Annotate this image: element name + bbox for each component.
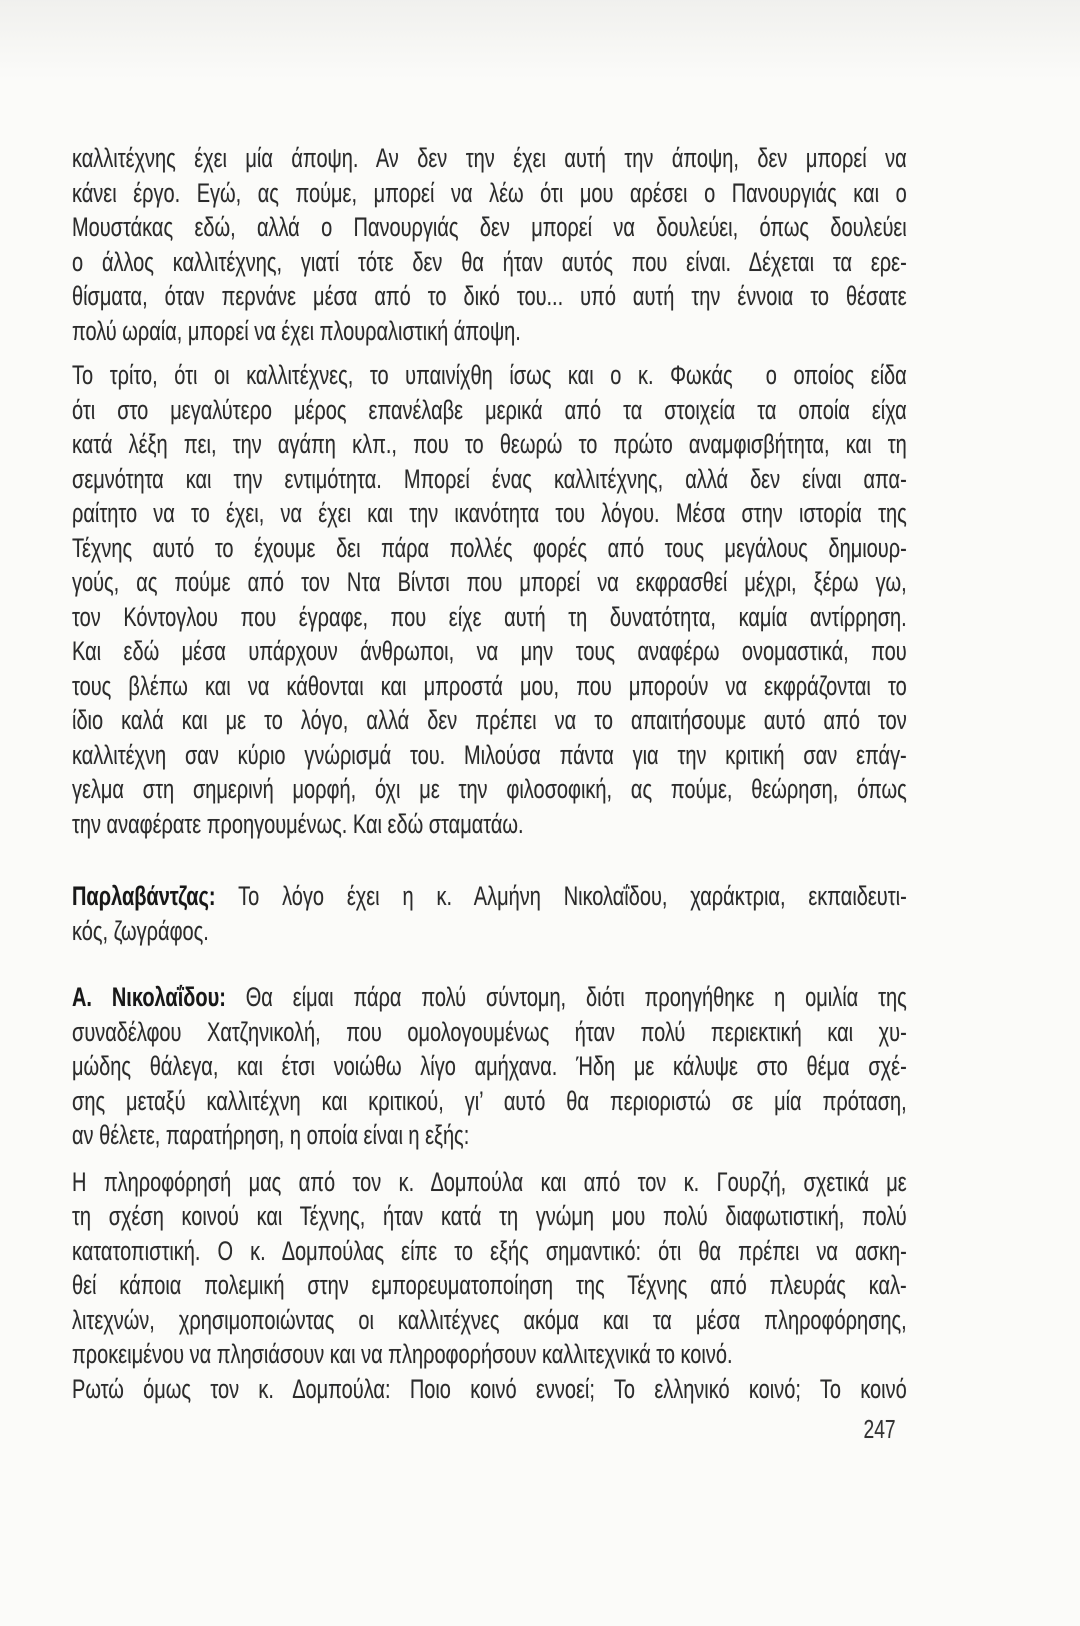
- text-line: ότι στο μεγαλύτερο μέρος επανέλαβε μερικά από τα στοιχεία τα οποία είχα: [72, 394, 907, 425]
- text-line: καλλιτέχνης έχει μία άποψη. Αν δεν την έχει αυτή την άποψη, δεν μπορεί να: [72, 143, 907, 173]
- paragraph-3-speaker-parlavantzas: [72, 879, 907, 948]
- text-line: μώδης θάλεγα, και έτσι νοιώθω λίγο αμήχανα. Ήδη με κάλυψε στο θέμα σχέ-: [72, 1051, 907, 1081]
- text-line: Το τρίτο, ότι οι καλλιτέχνες, το υπαινίχθη ίσως και ο κ. Φωκάς ο οποίος είδα: [72, 360, 907, 390]
- text-line: λιτεχνών, χρησιμοποιώντας οι καλλιτέχνες ακόμα και τα μέσα πληροφόρησης,: [72, 1304, 907, 1335]
- text-line: Και εδώ μέσα υπάρχουν άνθρωποι, να μην τους αναφέρω ονομαστικά, που: [72, 636, 907, 666]
- text-line: σεμνότητα και την εντιμότητα. Μπορεί ένας καλλιτέχνης, αλλά δεν είναι απα-: [72, 463, 907, 494]
- text-line: κάνει έργο. Εγώ, ας πούμε, μπορεί να λέω ότι μου αρέσει ο Πανουργιάς και ο: [72, 177, 907, 208]
- text-line: Μουστάκας εδώ, αλλά ο Πανουργιάς δεν μπορεί να δουλεύει, όπως δουλεύει: [72, 212, 907, 242]
- text-line: γελμα στη σημερινή μορφή, όχι με την φιλοσοφική, ας πούμε, θεώρηση, όπως: [72, 774, 907, 804]
- text-line: γούς, ας πούμε από τον Ντα Βίντσι που μπορεί να εκφρασθεί μέχρι, ξέρω γω,: [72, 567, 907, 597]
- text-line: συναδέλφου Χατζηνικολή, που ομολογουμένως ήταν πολύ περιεκτική και χυ-: [72, 1016, 907, 1047]
- speaker-name: Παρλαβάντζας:: [72, 881, 216, 911]
- text-line: κός, ζωγράφος.: [72, 915, 209, 946]
- text-line: τους βλέπω και να κάθονται και μπροστά μου, που μπορούν να εκφράζονται το: [72, 670, 907, 701]
- text-line: θεί κάποια πολεμική στην εμπορευματοποίηση της Τέχνης από πλευράς καλ-: [72, 1270, 907, 1300]
- text-line: σης μεταξύ καλλιτέχνη και κριτικού, γι’ αυτό θα περιοριστώ σε μία πρόταση,: [72, 1085, 907, 1116]
- text-line: Η πληροφόρησή μας από τον κ. Δομπούλα και από τον κ. Γουρζή, σχετικά με: [72, 1166, 907, 1197]
- text-line: Ρωτώ όμως τον κ. Δομπούλα: Ποιο κοινό εννοεί; Το ελληνικό κοινό; Το κοινό: [72, 1373, 907, 1404]
- text-line: ραίτητο να το έχει, να έχει και την ικανότητα του λόγου. Μέσα στην ιστορία της: [72, 498, 907, 528]
- text-line: καλλιτέχνη σαν κύριο γνώρισμά του. Μιλούσα πάντα για την κριτική σαν επάγ-: [72, 739, 907, 770]
- text-line: ίδιο καλά και με το λόγο, αλλά δεν πρέπει να το απαιτήσουμε αυτό από τον: [72, 705, 907, 735]
- page-number: 247: [863, 1414, 896, 1444]
- text-line: τη σχέση κοινού και Τέχνης, ήταν κατά τη γνώμη μου πολύ διαφωτιστική, πολύ: [72, 1201, 907, 1231]
- text-column: [72, 141, 907, 1447]
- text-line: Παρλαβάντζας: Το λόγο έχει η κ. Αλμήνη Νικολαΐδου, χαράκτρια, εκπαιδευτι-: [72, 881, 907, 911]
- text-line: Τέχνης αυτό το έχουμε δει πάρα πολλές φορές από τους μεγάλους δημιουρ-: [72, 532, 907, 563]
- paragraph-1: [72, 141, 907, 348]
- text-line: κατά λέξη πει, την αγάπη κλπ., που το θεωρώ το πρώτο αναμφισβήτητα, και τη: [72, 429, 907, 459]
- text-line: αν θέλετε, παρατήρηση, η οποία είναι η εξής:: [72, 1120, 470, 1150]
- text-line: την αναφέρατε προηγουμένως. Και εδώ σταματάω.: [72, 808, 524, 839]
- paragraph-2: [72, 358, 907, 841]
- speaker-name: Α. Νικολαΐδου:: [72, 982, 226, 1012]
- text-line: κατατοπιστική. Ο κ. Δομπούλας είπε το εξής σημαντικό: ότι θα πρέπει να ασκη-: [72, 1235, 907, 1266]
- text-line: Α. Νικολαΐδου: Θα είμαι πάρα πολύ σύντομη, διότι προηγήθηκε η ομιλία της: [72, 982, 907, 1012]
- text-line: πολύ ωραία, μπορεί να έχει πλουραλιστική άποψη.: [72, 315, 521, 346]
- text-line: ο άλλος καλλιτέχνης, γιατί τότε δεν θα ήταν αυτός που είναι. Δέχεται τα ερε-: [72, 246, 907, 277]
- text-line: θίσματα, όταν περνάνε μέσα από το δικό του... υπό αυτή την έννοια το θέσατε: [72, 281, 907, 311]
- text-line: τον Κόντογλου που έγραφε, που είχε αυτή τη δυνατότητα, καμία αντίρρηση.: [72, 601, 907, 632]
- text-line: προκειμένου να πλησιάσουν και να πληροφορήσουν καλλιτεχνικά το κοινό.: [72, 1339, 733, 1369]
- paragraph-5: [72, 1165, 907, 1407]
- paragraph-4-speaker-nikolaidou: [72, 980, 907, 1153]
